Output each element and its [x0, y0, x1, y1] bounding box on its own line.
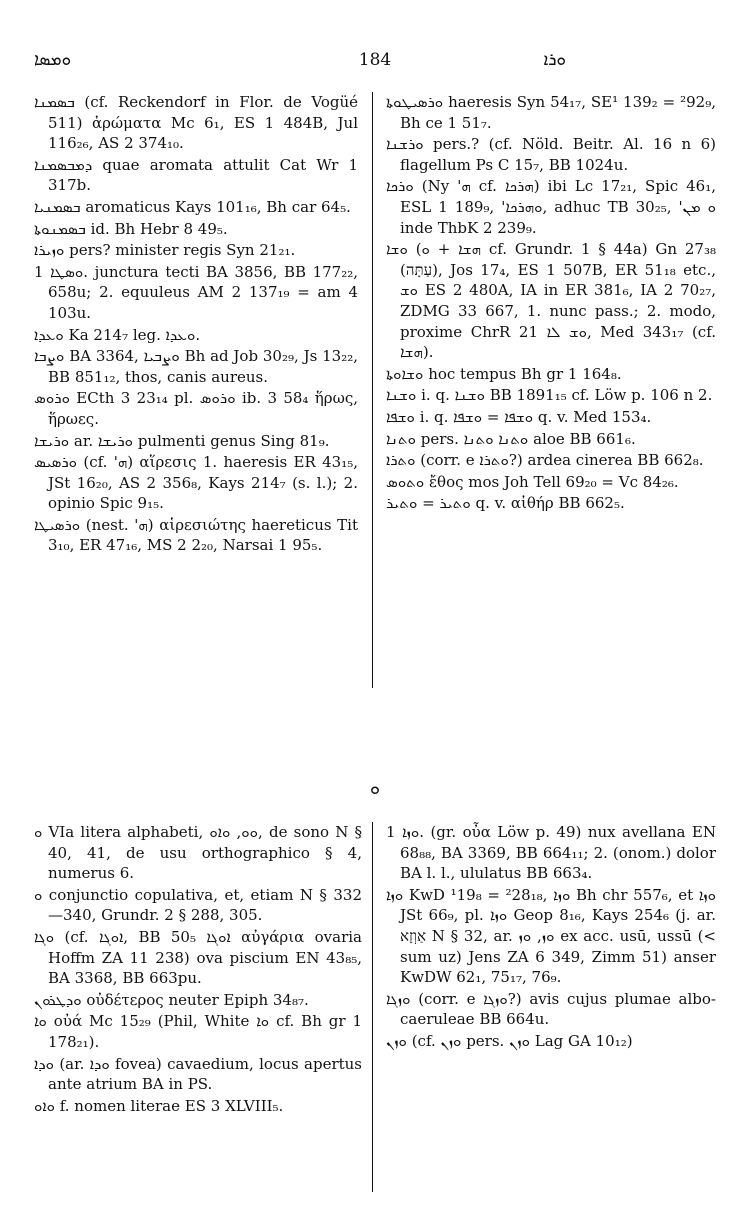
dictionary-entry: ܘܨܒܐ BA 3364, ܘܨܒܝܐ Bh ad Job 30₂₉, Js 13₂₂, BB 851₁₂, thos, canis aureus. — [34, 347, 358, 386]
dictionary-entry: ܘ conjunctio copulativa, et, etiam N § 332—340, Grundr. 2 § 288, 305. — [34, 885, 362, 925]
dictionary-entry: ܘܐ οὐά Mc 15₂₉ (Phil, White ܘܐ cf. Bh gr 1 178₂₁). — [34, 1012, 362, 1051]
dictionary-entry: ܘܬܝܪ = ܘܬܝܪ q. v. αἰθήρ BB 662₅. — [386, 494, 625, 513]
dictionary-entry: ܘܪܘܣ ECth 3 23₁₄ pl. ܘܪܘܣ ib. 3 58₄ ἥρως, ἥρωες. — [34, 389, 359, 428]
dictionary-entry: ܘܙܐ KwD ¹19₈ = ²28₁₈, ܘܙܐ Bh chr 557₆, et ܘܙܐ JSt 66₉, pl. ܘܙܐ Geop 8₁₆, Kays 254₆ (j. ar. אַוְזָא N § 32, ar. ܘܙ, ܘܙ ex acc. usū, ussū (< sum uz) Jens ZA 6 349, Zimm 51) anser KwDW 62₁, 75₁₇, 76₉. — [386, 885, 716, 987]
dictionary-entry: ܘܬܢܐ pers. ܘܬܢܐ ܘܬܢܐ aloe BB 661₆. — [386, 429, 636, 448]
column-divider-bottom — [372, 822, 373, 1192]
column-right-bottom — [386, 822, 716, 1053]
dictionary-entry: ܘܙܢ (cf. ܘܙܢ pers. ܘܙܢ Lag GA 10₁₂) — [386, 1031, 633, 1050]
dictionary-entry: ܘܪܣܝܛܐ (nest. 'ܗ) αἱρεσιώτης haereticus Tit 3₁₀, ER 47₁₆, MS 2 2₂₀, Narsai 1 95₅. — [34, 515, 358, 555]
page-header — [34, 50, 716, 74]
dictionary-entry: ܘܣܛܐ 1. junctura tecti BA 3856, BB 177₂₂, 658u; 2. equuleus AM 2 137₁₉ = am 4 103u. — [34, 262, 359, 322]
dictionary-entry: ܘܙܐ 1. (gr. οὖα Löw p. 49) nux avellana EN 68₈₈, BA 3369, BB 664₁₁; 2. (onom.) dolor BA l. l., ululatus BB 663₄. — [386, 823, 716, 883]
dictionary-entry: ܘܬܘܣ ἔθος mos Joh Tell 69₂₀ = Vc 84₂₆. — [386, 472, 679, 491]
running-head-left: ܘܡܣܐ — [34, 50, 72, 70]
dictionary-entry: ܒܣܡܢܝܐ aromaticus Kays 101₁₆, Bh car 64₅. — [34, 197, 351, 216]
dictionary-entry: ܘܕܐ (ar. ܘܕܐ fovea) cavaedium, locus apertus ante atrium BA in PS. — [34, 1054, 362, 1094]
dictionary-entry: ܘܕܛܪܘܢ οὐδέτερος neuter Epiph 34₈₇. — [34, 990, 309, 1009]
column-left-bottom — [34, 822, 362, 1117]
dictionary-entry: ܒܣܡܢܘܬܐ id. Bh Hebr 8 49₅. — [34, 219, 228, 238]
dictionary-entry: ܕܡܒܣܡܢܐ quae aromata attulit Cat Wr 1 317b. — [34, 155, 358, 195]
column-left-top — [34, 92, 358, 557]
dictionary-entry: ܘܥܕܐ Ka 214₇ leg. ܘܥܕܐ. — [34, 325, 201, 344]
dictionary-entry: ܘܫܦܐ i. q. ܘܫܦܐ = ܘܫܦܐ q. v. Med 153₄. — [386, 407, 652, 426]
running-head-right: ܘܪܐ — [543, 50, 566, 70]
column-divider-top — [372, 92, 373, 688]
section-letter-mark: ܘ — [369, 778, 381, 799]
dictionary-entry: ܘܪܫܢܐ pers.? (cf. Nöld. Beitr. Al. 16 n 6) flagellum Ps C 15₇, BB 1024u. — [386, 135, 716, 174]
dictionary-entry: ܘܫܐ (ܗܫܐ + ܘ cf. Grundr. 1 § 44a) Gn 27₃₈ (עַתָּה), Jos 17₄, ES 1 507B, ER 51₁₈ etc., ܘܫ ES 2 480A, IA in ER 381₆, IA 2 70₂₇, ZDMG 33 667, 1. nunc pass.; 2. modo, proxime ChrR ܘܫ ܠܐ 21, Med 343₁₇ (cf. ܗܫܐ). — [386, 240, 716, 362]
dictionary-entry: ܘܓܐ (cf. ܐܘܓܐ, BB 50₅ ܐܘܓܐ αὐγάρια ovaria Hoffm ZA 11 238) ova piscium EN 43₈₅, BA 3368, BB 663pu. — [34, 927, 362, 988]
dictionary-entry: ܘܫܐܘܬܐ hoc tempus Bh gr 1 164₈. — [386, 364, 622, 383]
dictionary-entry: ܘܐܘ f. nomen literae ES 3 XLVIII₅. — [34, 1096, 284, 1115]
page-number: 184 — [358, 50, 392, 70]
dictionary-entry: ܘܬܪܐ (corr. e ܘܬܪܐ?) ardea cinerea BB 662₈. — [386, 451, 704, 470]
dictionary-entry: ܘܙܓܐ (corr. e ܘܙܓܐ?) avis cujus plumae albo-caeruleae BB 664u. — [386, 989, 716, 1029]
dictionary-entry: ܘܪܟܐ (Ny 'ܗ cf. ܗܪܟܐ) ibi Lc 17₂₁, Spic 46₁, ESL 1 189₉, 'ܘܗܪܟܐ, adhuc TB 30₂₅, 'ܘ ܡܢ inde ThbK 2 239₉. — [386, 177, 716, 237]
column-right-top — [386, 92, 716, 515]
dictionary-entry: ܘܪܝܫܐ ar. ܘܪܝܫܐ pulmenti genus Sing 81₉. — [34, 431, 330, 450]
dictionary-entry: ܘ VIa litera alphabeti, ܘܘ, ܘܐܘ, de sono N § 40, 41, de usu orthographico § 4, numerus 6. — [34, 823, 362, 883]
dictionary-entry: ܘܪܣܝܣ (cf. 'ܗ) αἵρεσις 1. haeresis ER 43₁₅, JSt 16₂₀, AS 2 356₈, Kays 214₇ (s. l.); 2. opinio Spic 9₁₅. — [34, 453, 358, 513]
dictionary-entry: ܘܫܢܐ i. q. ܘܫܢܐ BB 1891₁₅ cf. Löw p. 106 n 2. — [386, 386, 713, 405]
dictionary-entry: ܘܙܝܪܐ pers? minister regis Syn 21₂₁. — [34, 241, 296, 260]
dictionary-entry: ܒܣܡܢܐ (cf. Reckendorf in Flor. de Vogüé 511) ἀρώματα Mc 6₁, ES 1 484B, Jul 116₂₆, AS 2 374₁₀. — [34, 93, 358, 153]
dictionary-entry: ܘܪܣܝܛܘܬܐ haeresis Syn 54₁₇, SE¹ 139₂ = ²92₉, Bh ce 1 51₇. — [386, 93, 716, 132]
